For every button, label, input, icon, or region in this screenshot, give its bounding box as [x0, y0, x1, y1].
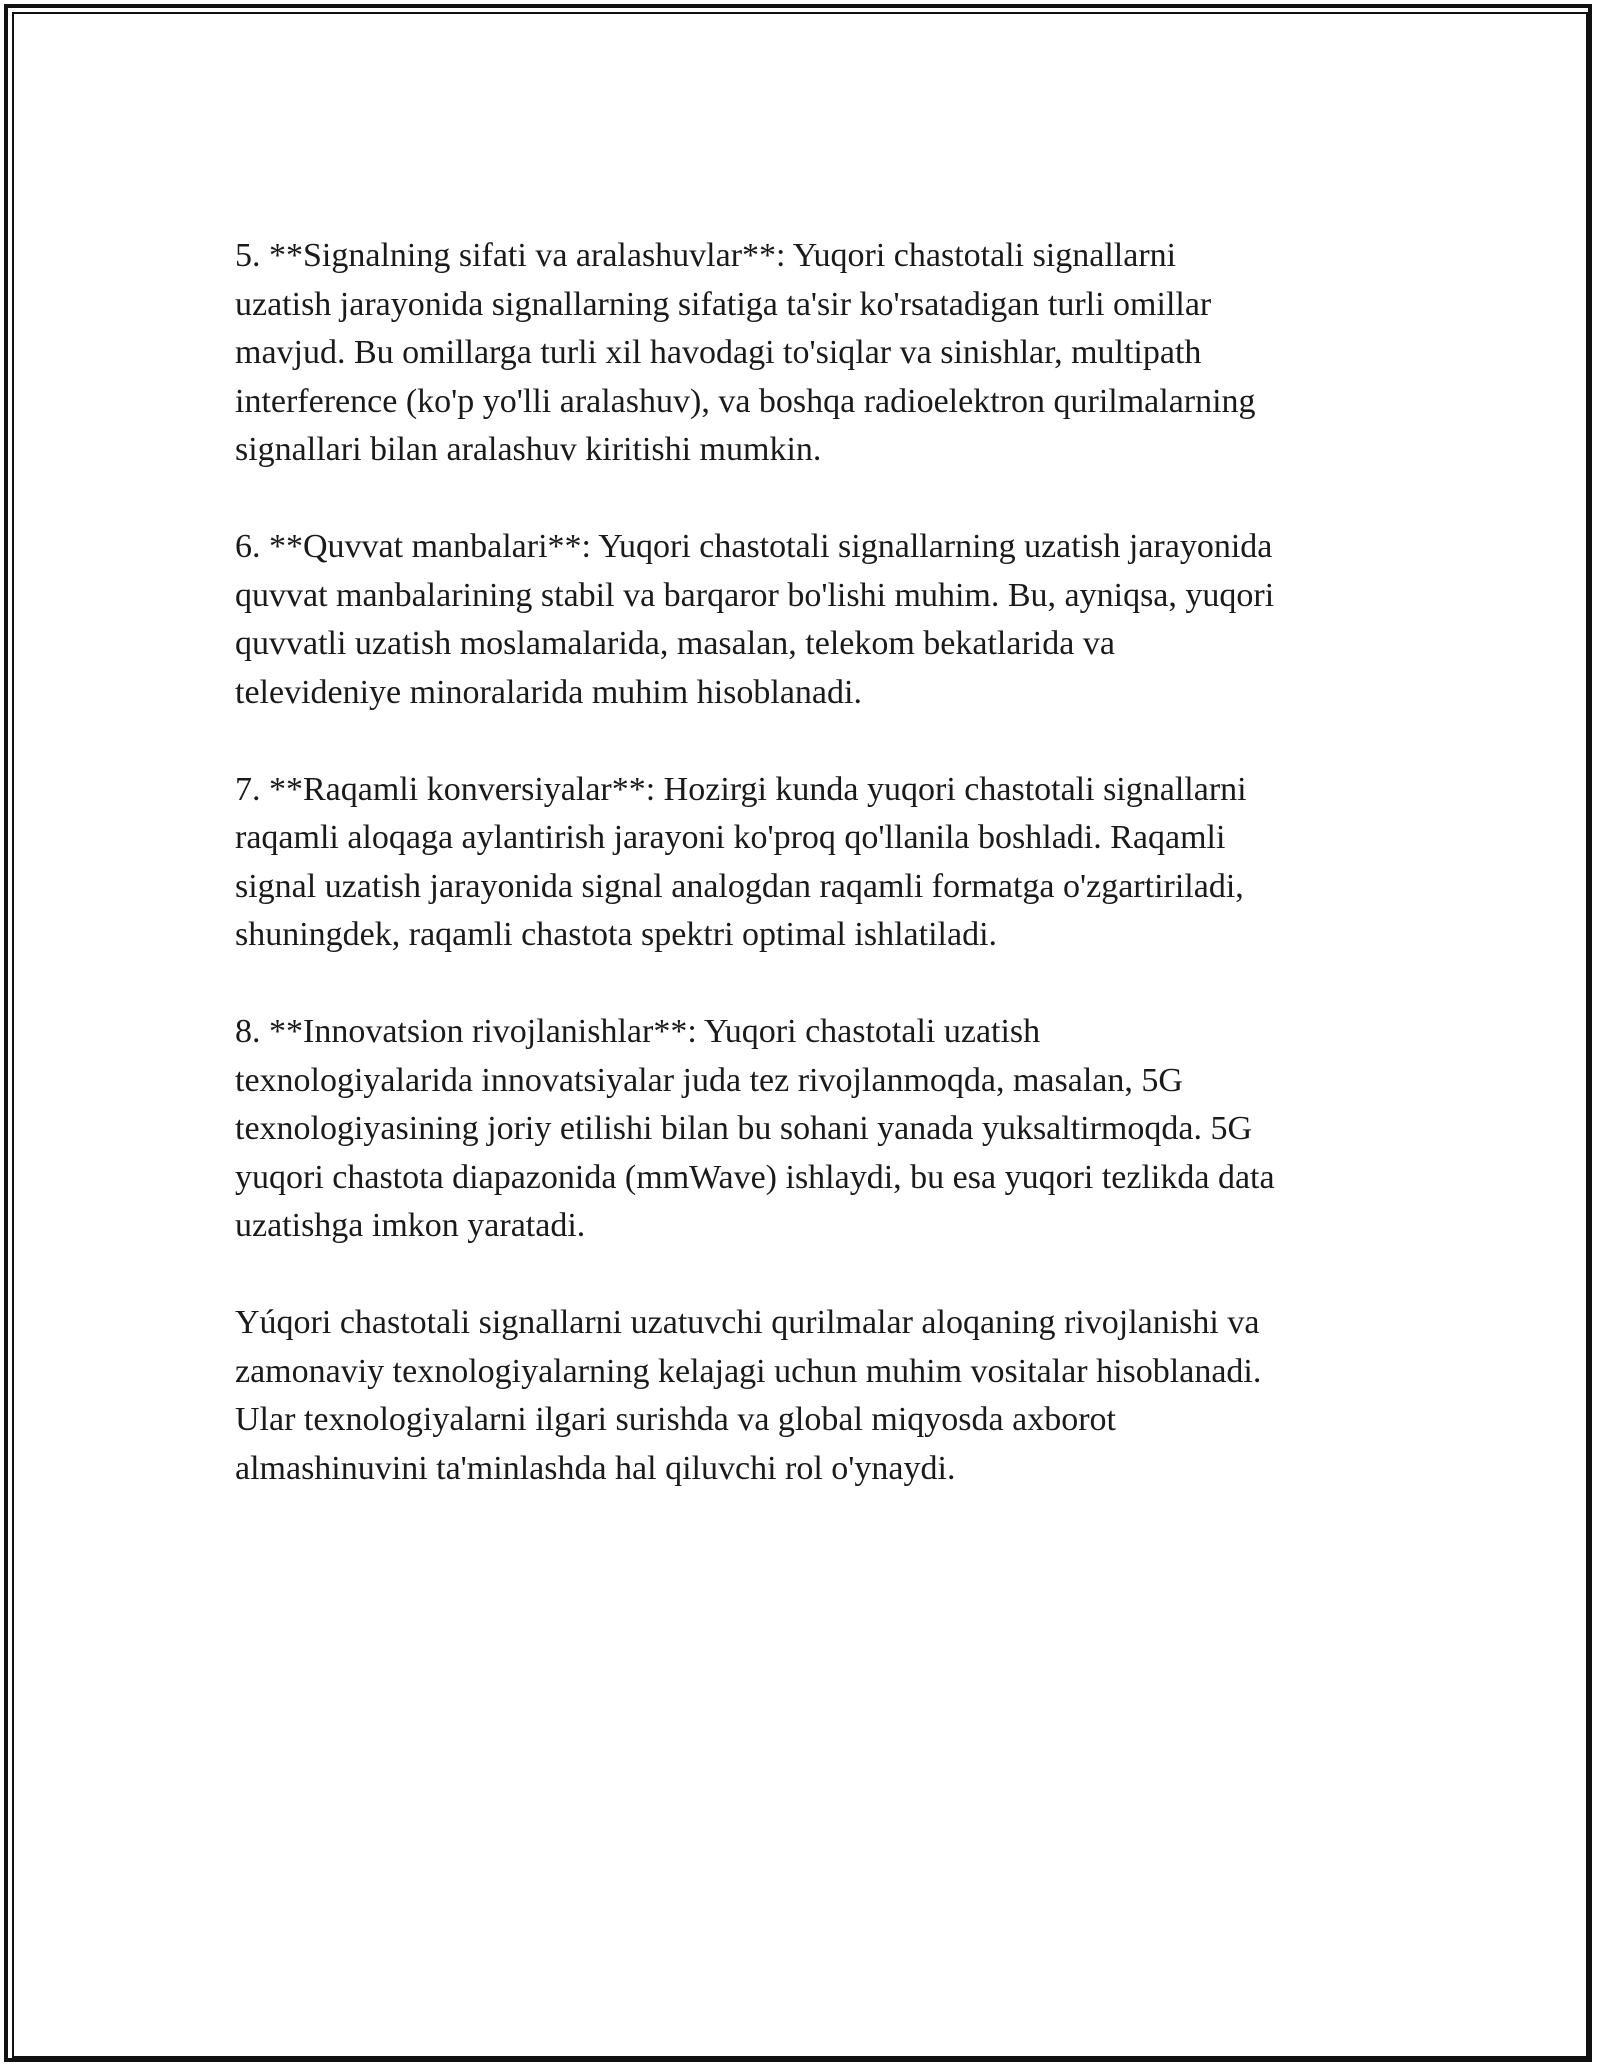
text-line: almashinuvini ta'minlashda hal qiluvchi rol o'ynaydi.: [235, 1449, 956, 1487]
text-line: 8. **Innovatsion rivojlanishlar**: Yuqori chastotali uzatish: [235, 1013, 1041, 1050]
document-body: [235, 232, 1385, 1542]
paragraph-conclusion: [235, 1299, 1385, 1493]
text-line: raqamli aloqaga aylantirish jarayoni ko'proq qo'llanila boshladi. Raqamli: [235, 819, 1226, 856]
text-line: 7. **Raqamli konversiyalar**: Hozirgi kunda yuqori chastotali signallarni: [235, 770, 1247, 808]
paragraph-innovations: [235, 1008, 1385, 1251]
text-line: quvvat manbalarining stabil va barqaror bo'lishi muhim. Bu, ayniqsa, yuqori: [235, 576, 1275, 614]
text-line: 5. **Signalning sifati va aralashuvlar**: Yuqori chastotali signallarni: [235, 237, 1177, 274]
paragraph-power-sources: [235, 523, 1385, 717]
text-line: yuqori chastota diapazonida (mmWave) ishlaydi, bu esa yuqori tezlikda data: [235, 1158, 1275, 1196]
text-line: shuningdek, raqamli chastota spektri optimal ishlatiladi.: [235, 916, 998, 953]
text-line: interference (ko'p yo'lli aralashuv), va boshqa radioelektron qurilmalarning: [235, 382, 1256, 420]
text-line: quvvatli uzatish moslamalarida, masalan, telekom bekatlarida va: [235, 625, 1115, 662]
text-line: Yúqori chastotali signallarni uzatuvchi qurilmalar aloqaning rivojlanishi va: [235, 1304, 1260, 1341]
text-line: Ular texnologiyalarni ilgari surishda va global miqyosda axborot: [235, 1401, 1116, 1438]
text-line: 6. **Quvvat manbalari**: Yuqori chastotali signallarning uzatish jarayonida: [235, 528, 1273, 565]
text-line: televideniye minoralarida muhim hisoblanadi.: [235, 673, 862, 711]
text-line: signal uzatish jarayonida signal analogdan raqamli formatga o'zgartiriladi,: [235, 867, 1244, 905]
text-line: texnologiyalarida innovatsiyalar juda tez rivojlanmoqda, masalan, 5G: [235, 1061, 1183, 1099]
paragraph-signal-quality: [235, 232, 1385, 475]
paragraph-digital-conversions: [235, 766, 1385, 960]
text-line: uzatish jarayonida signallarning sifatiga ta'sir ko'rsatadigan turli omillar: [235, 285, 1212, 323]
text-line: texnologiyasining joriy etilishi bilan bu sohani yanada yuksaltirmoqda. 5G: [235, 1110, 1253, 1147]
text-line: uzatishga imkon yaratadi.: [235, 1207, 586, 1244]
text-line: mavjud. Bu omillarga turli xil havodagi to'siqlar va sinishlar, multipath: [235, 334, 1202, 371]
text-line: signallari bilan aralashuv kiritishi mumkin.: [235, 431, 822, 468]
text-line: zamonaviy texnologiyalarning kelajagi uchun muhim vositalar hisoblanadi.: [235, 1352, 1262, 1390]
